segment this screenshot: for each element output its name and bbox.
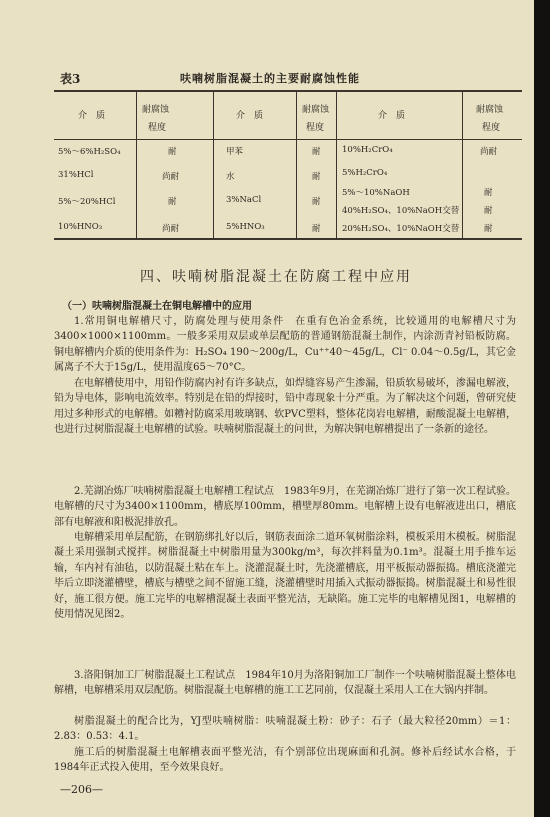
table-title: 呋喃树脂混凝土的主要耐腐蚀性能 [180, 72, 360, 85]
table-caption [0, 66, 534, 88]
page-number: —206— [60, 783, 103, 796]
paragraph: 在电解槽使用中，用铅作防腐内衬有许多缺点，如焊缝容易产生渗漏，铅质软易破坏，渗漏电解液，铅为导电体，影响电流效率。特别是在铅的焊接时，铅中毒现象十分严重。为了解决这个问题，曾研究使用过多种形式的电解槽。如糟衬防腐采用玻璃钢、软PVC塑料，整体花岗岩电解槽，耐酸混凝土电解槽，也进行过树脂混凝土电解槽的试验。呋喃树脂混凝土的问世，为解决铜电解槽提出了一条新的途径。 [54, 378, 516, 436]
header-resist-3: 耐腐蚀 [476, 105, 504, 115]
table-cell: 尚耐 [162, 224, 180, 234]
table-cell: 甲苯 [226, 147, 244, 157]
page-edge-shadow [534, 0, 550, 817]
table-cell: 5%～6%H₂SO₄ [58, 147, 121, 157]
table-cell: 耐 [484, 224, 493, 234]
table-cell: 耐 [484, 188, 493, 198]
paragraph: 电解槽采用单层配筋，在钢筋绑扎好以后，钢筋表面涂二道环氧树脂涂料，模板采用木模板。树脂混凝土采用强制式搅拌。树脂混凝土中树脂用量为300kg/m³，每次拌料量为0.1m³。混凝土用手推车运输，车内衬有油毡，以防混凝土粘在车上。浇灌混凝土时，先浇灌槽底，用平板振动器振捣。槽底浇灌完毕后立即浇灌槽壁，槽底与槽壁之间不留施工缝，浇灌槽壁时用插入式振动器振捣。树脂混凝土和易性很好，施工很方便。施工完毕的电解槽混凝土表面平整光洁，无缺陷。施工完毕的电解槽见图1，电解槽的使用情况见图2。 [54, 532, 516, 621]
table-cell: 10%HNO₃ [58, 222, 103, 232]
header-resist-2: 耐腐蚀 [302, 105, 330, 115]
table-cell: 耐 [168, 147, 177, 157]
table-cell: 40%H₂SO₄、10%NaOH交替 [342, 206, 460, 216]
header-degree-1: 程度 [148, 123, 167, 133]
table-cell: 20%H₂SO₄、10%NaOH交替 [342, 224, 460, 234]
table-cell: 耐 [168, 197, 177, 207]
table-cell: 5%～20%HCl [58, 197, 116, 207]
table-number: 表3 [60, 72, 81, 86]
table-cell: 耐 [312, 147, 321, 157]
section-title: 四、呋喃树脂混凝土在防腐工程中应用 [140, 269, 412, 285]
table-cell: 耐 [312, 224, 321, 234]
table-cell: 耐 [484, 206, 493, 216]
paragraph: 施工后的树脂混凝土电解槽表面平整光洁，有个别部位出现麻面和孔洞。修补后经试水合格，于1984年正式投入使用，至今效果良好。 [54, 747, 516, 774]
table-cell: 尚耐 [480, 147, 498, 157]
table-cell: 耐 [312, 172, 321, 182]
table-cell: 耐 [312, 197, 321, 207]
header-medium-2: 介 质 [236, 111, 264, 121]
header-degree-3: 程度 [482, 123, 501, 133]
paragraph: 2.芜湖冶炼厂呋喃树脂混凝土电解槽工程试点 1983年9月，在芜湖冶炼厂进行了第一次工程试验。电解槽的尺寸为3400×1100mm，槽底厚100mm，槽壁厚80mm。电解槽上设有电解液进出口，槽底部有电解液和阳极泥排放孔。 [54, 486, 516, 528]
table-cell: 5%HNO₃ [226, 222, 265, 232]
paragraph: 3.洛阳铜加工厂树脂混凝土工程试点 1984年10月为洛阳铜加工厂制作一个呋喃树脂混凝土整体电解槽，电解槽采用双层配筋。树脂混凝土电解槽的施工工艺同前，仅混凝土采用人工在大锅内拌制。 [54, 670, 516, 697]
table-cell: 5%～10%NaOH [342, 188, 410, 198]
header-degree-2: 程度 [306, 123, 325, 133]
header-medium-3: 介 质 [378, 111, 406, 121]
header-medium-1: 介 质 [78, 111, 106, 121]
table-cell: 31%HCl [58, 170, 94, 180]
subsection-title: （一）呋喃树脂混凝土在铜电解槽中的应用 [62, 301, 252, 312]
table-cell: 水 [226, 172, 235, 182]
table-cell: 10%H₂CrO₄ [342, 145, 393, 155]
paragraph: 树脂混凝土的配合比为，YJ型呋喃树脂：呋喃混凝土粉：砂子：石子（最大粒径20mm）＝1：2.83：0.53：4.1。 [54, 716, 516, 743]
paragraph: 1.常用铜电解槽尺寸，防腐处理与使用条件 在重有色冶金系统，比较通用的电解槽尺寸为3400×1000×1100mm。一般多采用双层或单层配筋的普通钢筋混凝土制作，内涂沥青衬铅板防腐。铜电解槽内介质的使用条件为：H₂SO₄ 190～200g/L，Cu⁺⁺40～45g/L，Cl⁻ 0.04～0.5g/L，其它金属离子不大于15g/L，使用温度65～70°C。 [54, 316, 516, 374]
header-resist-1: 耐腐蚀 [142, 105, 170, 115]
table-cell: 5%H₂CrO₄ [342, 168, 388, 178]
table-cell: 尚耐 [162, 172, 180, 182]
table-cell: 3%NaCl [226, 195, 262, 205]
